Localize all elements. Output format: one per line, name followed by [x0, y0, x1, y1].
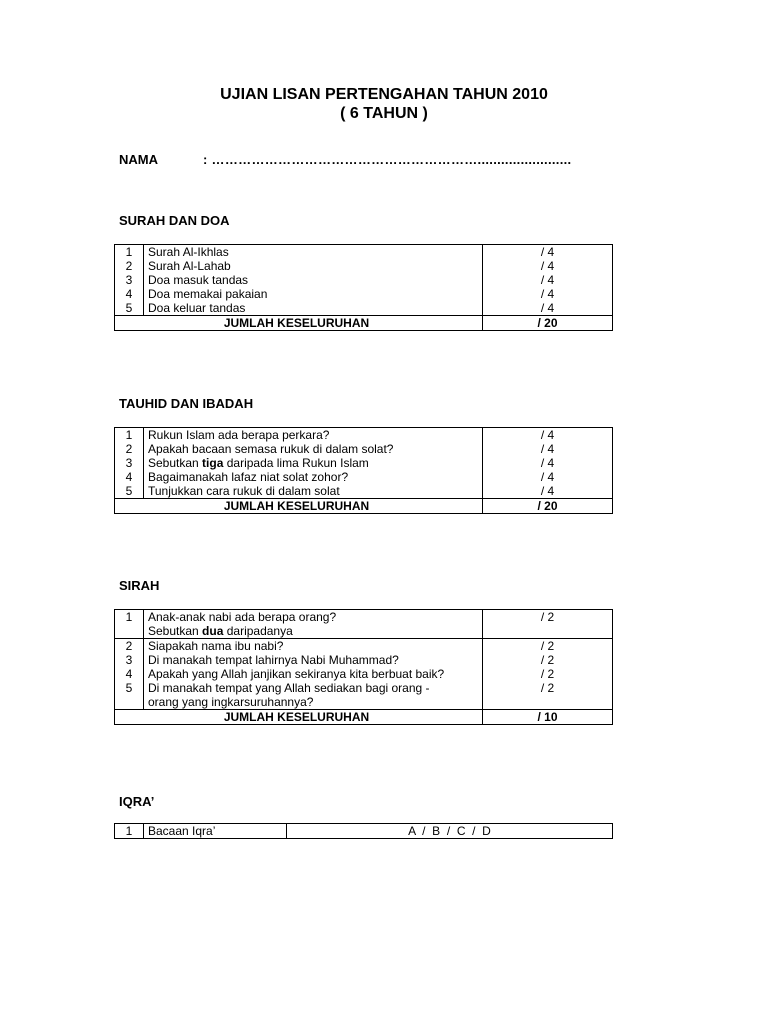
- row-number: 1: [115, 245, 144, 260]
- section-heading-surah: SURAH DAN DOA: [119, 213, 230, 228]
- section-heading-sirah: SIRAH: [119, 578, 160, 593]
- row-question: Bacaan Iqra’: [144, 824, 287, 839]
- row-question: Sebutkan tiga daripada lima Rukun Islam: [144, 456, 483, 470]
- total-mark: / 20: [483, 499, 613, 514]
- table-row: [115, 259, 613, 273]
- table-row: [115, 456, 613, 470]
- total-mark: / 10: [483, 710, 613, 725]
- total-row: [115, 316, 613, 331]
- total-row: [115, 499, 613, 514]
- row-number: 3: [115, 273, 144, 287]
- nama-field[interactable]: : ……………………………………………………........................: [203, 152, 572, 167]
- row-question: Anak-anak nabi ada berapa orang? Sebutkan dua daripadanya: [144, 610, 483, 639]
- section-heading-iqra: IQRA’: [119, 794, 155, 809]
- table-row: [115, 470, 613, 484]
- row-number: 1: [115, 610, 144, 639]
- table-row: [115, 273, 613, 287]
- iqra-table: [114, 823, 613, 839]
- table-row: [115, 428, 613, 443]
- table-row: [115, 287, 613, 301]
- section-heading-tauhid: TAUHID DAN IBADAH: [119, 396, 254, 411]
- row-mark: / 4: [483, 273, 613, 287]
- row-mark: / 4: [483, 470, 613, 484]
- row-question: Di manakah tempat lahirnya Nabi Muhammad?: [144, 653, 483, 667]
- row-question: Rukun Islam ada berapa perkara?: [144, 428, 483, 443]
- row-mark: / 2: [483, 653, 613, 667]
- row-number: 1: [115, 824, 144, 839]
- total-label: JUMLAH KESELURUHAN: [115, 710, 483, 725]
- table-row: [115, 824, 613, 839]
- row-question: Di manakah tempat yang Allah sediakan bagi orang - orang yang ingkarsuruhannya?: [144, 681, 483, 710]
- row-question: Surah Al-Ikhlas: [144, 245, 483, 260]
- row-number: 4: [115, 470, 144, 484]
- row-question: Tunjukkan cara rukuk di dalam solat: [144, 484, 483, 499]
- row-question: Apakah yang Allah janjikan sekiranya kita berbuat baik?: [144, 667, 483, 681]
- row-question: Doa masuk tandas: [144, 273, 483, 287]
- table-row: [115, 639, 613, 654]
- row-mark: / 2: [483, 610, 613, 639]
- row-mark: / 2: [483, 681, 613, 710]
- row-number: 4: [115, 287, 144, 301]
- row-number: 1: [115, 428, 144, 443]
- table-row: [115, 681, 613, 710]
- row-mark: / 4: [483, 442, 613, 456]
- page-subtitle: ( 6 TAHUN ): [340, 105, 428, 122]
- row-number: 2: [115, 442, 144, 456]
- table-row: [115, 610, 613, 639]
- row-mark: / 4: [483, 456, 613, 470]
- row-number: 3: [115, 456, 144, 470]
- table-row: [115, 301, 613, 316]
- row-mark: / 4: [483, 287, 613, 301]
- row-question: Bagaimanakah lafaz niat solat zohor?: [144, 470, 483, 484]
- row-number: 5: [115, 301, 144, 316]
- total-label: JUMLAH KESELURUHAN: [115, 316, 483, 331]
- sirah-table: [114, 609, 613, 725]
- total-label: JUMLAH KESELURUHAN: [115, 499, 483, 514]
- row-number: 4: [115, 667, 144, 681]
- row-mark: / 2: [483, 639, 613, 654]
- row-question: Surah Al-Lahab: [144, 259, 483, 273]
- row-mark: / 2: [483, 667, 613, 681]
- table-row: [115, 667, 613, 681]
- row-question: Siapakah nama ibu nabi?: [144, 639, 483, 654]
- row-number: 5: [115, 681, 144, 710]
- table-row: [115, 442, 613, 456]
- row-number: 5: [115, 484, 144, 499]
- row-question: Apakah bacaan semasa rukuk di dalam solat?: [144, 442, 483, 456]
- surah-table: [114, 244, 613, 331]
- table-row: [115, 245, 613, 260]
- table-row: [115, 484, 613, 499]
- row-question: Doa memakai pakaian: [144, 287, 483, 301]
- row-mark: / 4: [483, 301, 613, 316]
- row-number: 3: [115, 653, 144, 667]
- tauhid-table: [114, 427, 613, 514]
- row-question: Doa keluar tandas: [144, 301, 483, 316]
- row-mark: / 4: [483, 428, 613, 443]
- row-number: 2: [115, 259, 144, 273]
- page-title: UJIAN LISAN PERTENGAHAN TAHUN 2010: [220, 86, 548, 103]
- row-number: 2: [115, 639, 144, 654]
- row-mark: / 4: [483, 259, 613, 273]
- row-mark: / 4: [483, 245, 613, 260]
- total-mark: / 20: [483, 316, 613, 331]
- row-mark: / 4: [483, 484, 613, 499]
- total-row: [115, 710, 613, 725]
- nama-label: NAMA: [119, 152, 158, 167]
- iqra-options[interactable]: A / B / C / D: [287, 824, 613, 839]
- table-row: [115, 653, 613, 667]
